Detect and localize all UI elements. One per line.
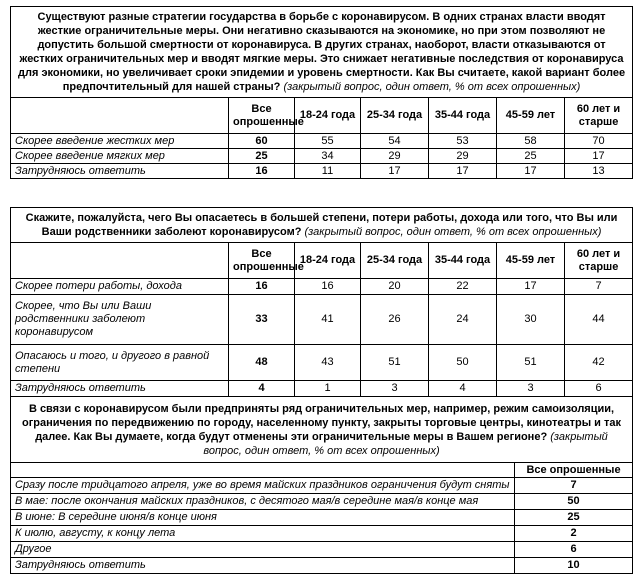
col-header-18-24: 18-24 года — [295, 98, 361, 134]
row-label: Скорее введение мягких мер — [11, 149, 229, 164]
table-row — [11, 295, 633, 345]
cell-value: 34 — [295, 149, 361, 164]
question-note: (закрытый вопрос, один ответ, % от всех опрошенных) — [304, 226, 602, 238]
cell-value: 70 — [565, 134, 633, 149]
col-header-45-59: 45-59 лет — [497, 243, 565, 279]
cell-value: 50 — [515, 494, 633, 510]
cell-value: 42 — [565, 345, 633, 381]
cell-value: 60 — [229, 134, 295, 149]
cell-value: 11 — [295, 164, 361, 179]
cell-value: 22 — [429, 279, 497, 295]
row-label: Скорее введение жестких мер — [11, 134, 229, 149]
row-label: Затрудняюсь ответить — [11, 164, 229, 179]
row-label: Скорее потери работы, дохода — [11, 279, 229, 295]
cell-value: 29 — [361, 149, 429, 164]
cell-value: 55 — [295, 134, 361, 149]
cell-value: 7 — [565, 279, 633, 295]
cell-value: 7 — [515, 478, 633, 494]
cell-value: 20 — [361, 279, 429, 295]
row-label: Опасаюсь и того, и другого в равной степени — [11, 345, 229, 381]
cell-value: 51 — [497, 345, 565, 381]
cell-value: 26 — [361, 295, 429, 345]
row-label: Другое — [11, 542, 515, 558]
cell-value: 3 — [361, 381, 429, 397]
survey-table-fears — [10, 207, 633, 397]
cell-value: 58 — [497, 134, 565, 149]
cell-value: 2 — [515, 526, 633, 542]
row-label: Сразу после тридцатого апреля, уже во время майских праздников ограничения будут сняты — [11, 478, 515, 494]
col-header-35-44: 35-44 года — [429, 243, 497, 279]
row-label: Затрудняюсь ответить — [11, 558, 515, 574]
cell-value: 50 — [429, 345, 497, 381]
col-header-25-34: 25-34 года — [361, 243, 429, 279]
table-row — [11, 134, 633, 149]
cell-value: 17 — [361, 164, 429, 179]
cell-value: 53 — [429, 134, 497, 149]
table-row — [11, 558, 633, 574]
cell-value: 17 — [429, 164, 497, 179]
table-row — [11, 345, 633, 381]
cell-value: 16 — [229, 164, 295, 179]
cell-value: 43 — [295, 345, 361, 381]
cell-value: 25 — [229, 149, 295, 164]
table-row — [11, 279, 633, 295]
cell-value: 29 — [429, 149, 497, 164]
row-label: Затрудняюсь ответить — [11, 381, 229, 397]
col-header-all: Все опрошенные — [229, 98, 295, 134]
cell-value: 48 — [229, 345, 295, 381]
cell-value: 17 — [565, 149, 633, 164]
col-header-all: Все опрошенные — [515, 463, 633, 478]
col-header-60plus: 60 лет и старше — [565, 98, 633, 134]
cell-value: 4 — [429, 381, 497, 397]
table-row — [11, 149, 633, 164]
cell-value: 16 — [229, 279, 295, 295]
cell-value: 30 — [497, 295, 565, 345]
row-label: Скорее, что Вы или Ваши родственники заболеют коронавирусом — [11, 295, 229, 345]
cell-value: 51 — [361, 345, 429, 381]
row-label: К июлю, августу, к концу лета — [11, 526, 515, 542]
cell-value: 17 — [497, 279, 565, 295]
cell-value: 41 — [295, 295, 361, 345]
table-row — [11, 164, 633, 179]
cell-value: 1 — [295, 381, 361, 397]
cell-value: 44 — [565, 295, 633, 345]
question-restrictions: В связи с коронавирусом были предприняты ряд ограничительных мер, например, режим самоизоляции, ограничения по передвижению по городу, населенному пункту, закрыты торговые центры, кинотеатры и так далее. Как Вы думаете, когда будут отменены эти ограничительные меры в Вашем регионе? (закрытый вопрос, один ответ, % от всех опрошенных) — [11, 397, 633, 463]
cell-value: 6 — [515, 542, 633, 558]
cell-value: 17 — [497, 164, 565, 179]
col-header-18-24: 18-24 года — [295, 243, 361, 279]
row-label: В мае: после окончания майских праздников, с десятого мая/в середине мая/в конце мая — [11, 494, 515, 510]
cell-value: 54 — [361, 134, 429, 149]
survey-table-restrictions — [10, 396, 633, 574]
col-header-25-34: 25-34 года — [361, 98, 429, 134]
table-row — [11, 478, 633, 494]
cell-value: 24 — [429, 295, 497, 345]
table-row — [11, 526, 633, 542]
cell-value: 4 — [229, 381, 295, 397]
col-header-all: Все опрошенные — [229, 243, 295, 279]
col-header-35-44: 35-44 года — [429, 98, 497, 134]
col-header-60plus: 60 лет и старше — [565, 243, 633, 279]
cell-value: 13 — [565, 164, 633, 179]
table-row — [11, 381, 633, 397]
question-fears: Скажите, пожалуйста, чего Вы опасаетесь в большей степени, потери работы, дохода или того, что Вы или Ваши родственники заболеют коронавирусом? (закрытый вопрос, один ответ, % от всех опрошенных) — [11, 208, 633, 243]
cell-value: 16 — [295, 279, 361, 295]
cell-value: 6 — [565, 381, 633, 397]
col-header-45-59: 45-59 лет — [497, 98, 565, 134]
table-row — [11, 494, 633, 510]
cell-value: 25 — [515, 510, 633, 526]
question-note: (закрытый вопрос, один ответ, % от всех опрошенных) — [203, 430, 608, 457]
cell-value: 25 — [497, 149, 565, 164]
cell-value: 33 — [229, 295, 295, 345]
table-row — [11, 542, 633, 558]
question-note: (закрытый вопрос, один ответ, % от всех опрошенных) — [283, 81, 581, 93]
row-label: В июне: В середине июня/в конце июня — [11, 510, 515, 526]
survey-table-strategy — [10, 6, 633, 179]
cell-value: 10 — [515, 558, 633, 574]
question-strategy: Существуют разные стратегии государства в борьбе с коронавирусом. В одних странах власти вводят жесткие ограничительные меры. Они негативно сказываются на экономике, но при этом позволяют не допустить большой смертности от коронавируса. В других странах, наоборот, власти отказываются от жестких ограничительных мер и вводят мягкие меры. Это снижает негативные последствия от коронавируса для экономики, но увеличивает сроки эпидемии и уровень смертности. Как Вы считаете, какой вариант более предпочтительный для нашей страны? (закрытый вопрос, один ответ, % от всех опрошенных) — [11, 7, 633, 98]
table-row — [11, 510, 633, 526]
cell-value: 3 — [497, 381, 565, 397]
